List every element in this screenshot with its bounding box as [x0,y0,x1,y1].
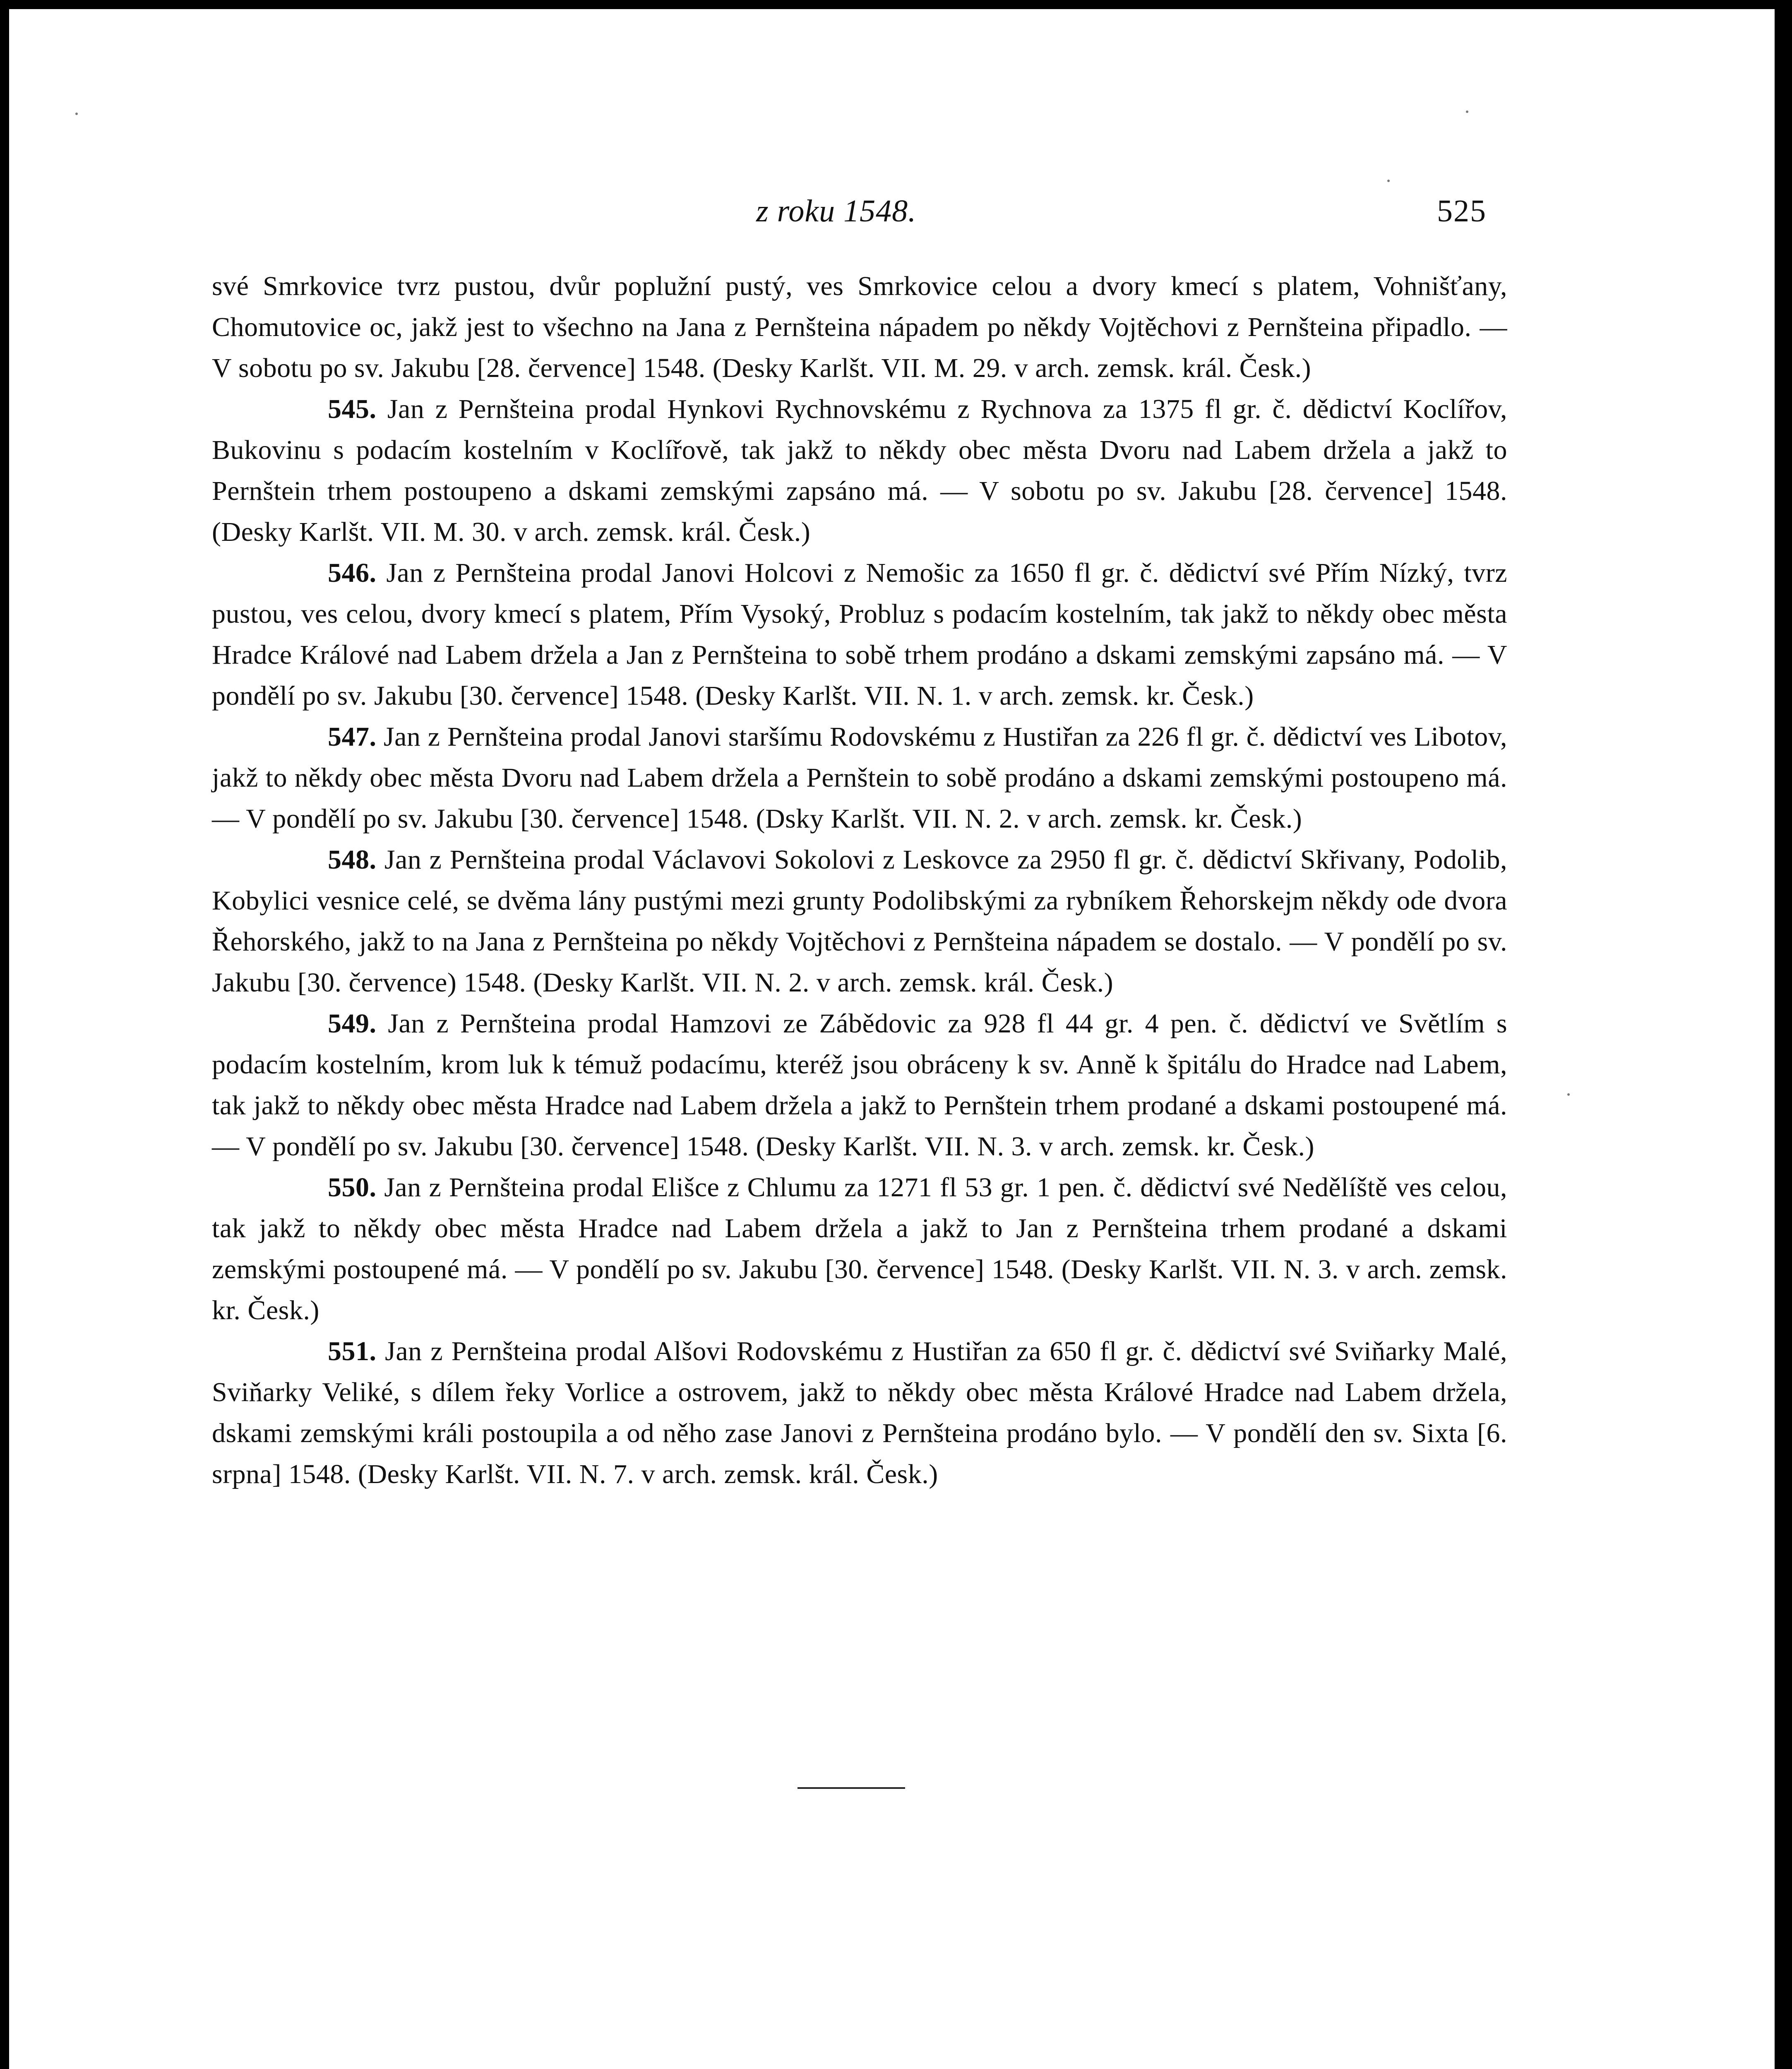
entry-number: 548. [328,845,377,875]
entry-paragraph [212,716,1507,839]
entry-number: 549. [328,1008,377,1039]
entry-paragraph [212,839,1507,1003]
entry-text: Jan z Pernšteina prodal Elišce z Chlumu za 1271 fl 53 gr. 1 pen. č. dědictví své Nedělíště ves celou, tak jakž to někdy obec města Hradce nad Labem držela a jakž to Jan z Pernšteina trhem prodané a dskami zemskými postoupené má. — V pondělí po sv. Jakubu [30. července] 1548. (Desky Karlšt. VII. N. 3. v arch. zemsk. kr. Česk.) [212,1172,1508,1325]
entry-text: Jan z Pernšteina prodal Janovi staršímu Rodovskému z Hustiřan za 226 fl gr. č. dědictví ves Libotov, jakž to někdy obec města Dvoru nad Labem držela a Pernštein to sobě prodáno a dskami zemskými postoupeno má. — V pondělí po sv. Jakubu [30. července] 1548. (Dsky Karlšt. VII. N. 2. v arch. zemsk. kr. Česk.) [212,722,1508,834]
end-rule [798,1787,905,1789]
scanned-page [9,9,1775,2069]
entry-text: své Smrkovice tvrz pustou, dvůr poplužní pustý, ves Smrkovice celou a dvory kmecí s platem, Vohnišťany, Chomutovice oc, jakž jest to všechno na Jana z Pernšteina nápadem po někdy Vojtěchovi z Pernšteina připadlo. — V sobotu po sv. Jakubu [28. července] 1548. (Desky Karlšt. VII. M. 29. v arch. zemsk. král. Česk.) [212,271,1507,383]
entry-text: Jan z Pernšteina prodal Hynkovi Rychnovskému z Rychnova za 1375 fl gr. č. dědictví Koclířov, Bukovinu s podacím kostelním v Koclířově, tak jakž to někdy obec města Dvoru nad Labem držela a jakž to Pernštein trhem postoupeno a dskami zemskými zapsáno má. — V sobotu po sv. Jakubu [28. července] 1548. (Desky Karlšt. VII. M. 30. v arch. zemsk. král. Česk.) [212,394,1508,547]
running-title: z roku 1548. [756,194,917,228]
entry-paragraph [212,389,1507,552]
scan-speck [1466,110,1468,113]
entry-text: Jan z Pernšteina prodal Alšovi Rodovskému z Hustiřan za 650 fl gr. č. dědictví své Sviňarky Malé, Sviňarky Veliké, s dílem řeky Vorlice a ostrovem, jakž to někdy obec města Králové Hradce nad Labem držela, dskami zemskými králi postoupila a od něho zase Janovi z Pernšteina prodáno bylo. — V pondělí den sv. Sixta [6. srpna] 1548. (Desky Karlšt. VII. N. 7. v arch. zemsk. král. Česk.) [212,1336,1507,1489]
entry-paragraph [212,266,1507,389]
document-body [212,266,1507,1495]
entry-number: 551. [328,1336,377,1366]
entry-text: Jan z Pernšteina prodal Hamzovi ze Zábědovic za 928 fl 44 gr. 4 pen. č. dědictví ve Světlím s podacím kostelním, krom luk k témuž podacímu, kteréž jsou obráceny k sv. Anně k špitálu do Hradce nad Labem, tak jakž to někdy obec města Hradce nad Labem držela a jakž to Pernštein trhem prodané a dskami postoupené má. — V pondělí po sv. Jakubu [30. července] 1548. (Desky Karlšt. VII. N. 3. v arch. zemsk. kr. Česk.) [212,1008,1508,1162]
entry-number: 550. [328,1172,377,1203]
entry-text: Jan z Pernšteina prodal Václavovi Sokolovi z Leskovce za 2950 fl gr. č. dědictví Skřivany, Podolib, Kobylici vesnice celé, se dvěma lány pustými mezi grunty Podolibskými za rybníkem Řehorskejm někdy ode dvora Řehorského, jakž to na Jana z Pernšteina po někdy Vojtěchovi z Pernšteina nápadem se dostalo. — V pondělí po sv. Jakubu [30. července) 1548. (Desky Karlšt. VII. N. 2. v arch. zemsk. král. Česk.) [212,845,1508,998]
entry-paragraph [212,1003,1507,1167]
scan-speck [1387,180,1390,182]
entry-number: 545. [328,394,377,424]
entry-text: Jan z Pernšteina prodal Janovi Holcovi z Nemošic za 1650 fl gr. č. dědictví své Přím Nízký, tvrz pustou, ves celou, dvory kmecí s platem, Přím Vysoký, Probluz s podacím kostelním, tak jakž to někdy obec města Hradce Králové nad Labem držela a Jan z Pernšteina to sobě trhem prodáno a dskami zemskými zapsáno má. — V pondělí po sv. Jakubu [30. července] 1548. (Desky Karlšt. VII. N. 1. v arch. zemsk. kr. Česk.) [212,558,1507,711]
scan-speck [1567,1093,1570,1096]
entry-number: 546. [328,558,377,588]
entry-paragraph [212,1167,1507,1331]
page-number: 525 [1437,194,1487,228]
running-head [9,193,1775,230]
scan-speck [75,113,78,115]
entry-paragraph [212,552,1507,716]
entry-paragraph [212,1331,1507,1495]
entry-number: 547. [328,722,377,752]
